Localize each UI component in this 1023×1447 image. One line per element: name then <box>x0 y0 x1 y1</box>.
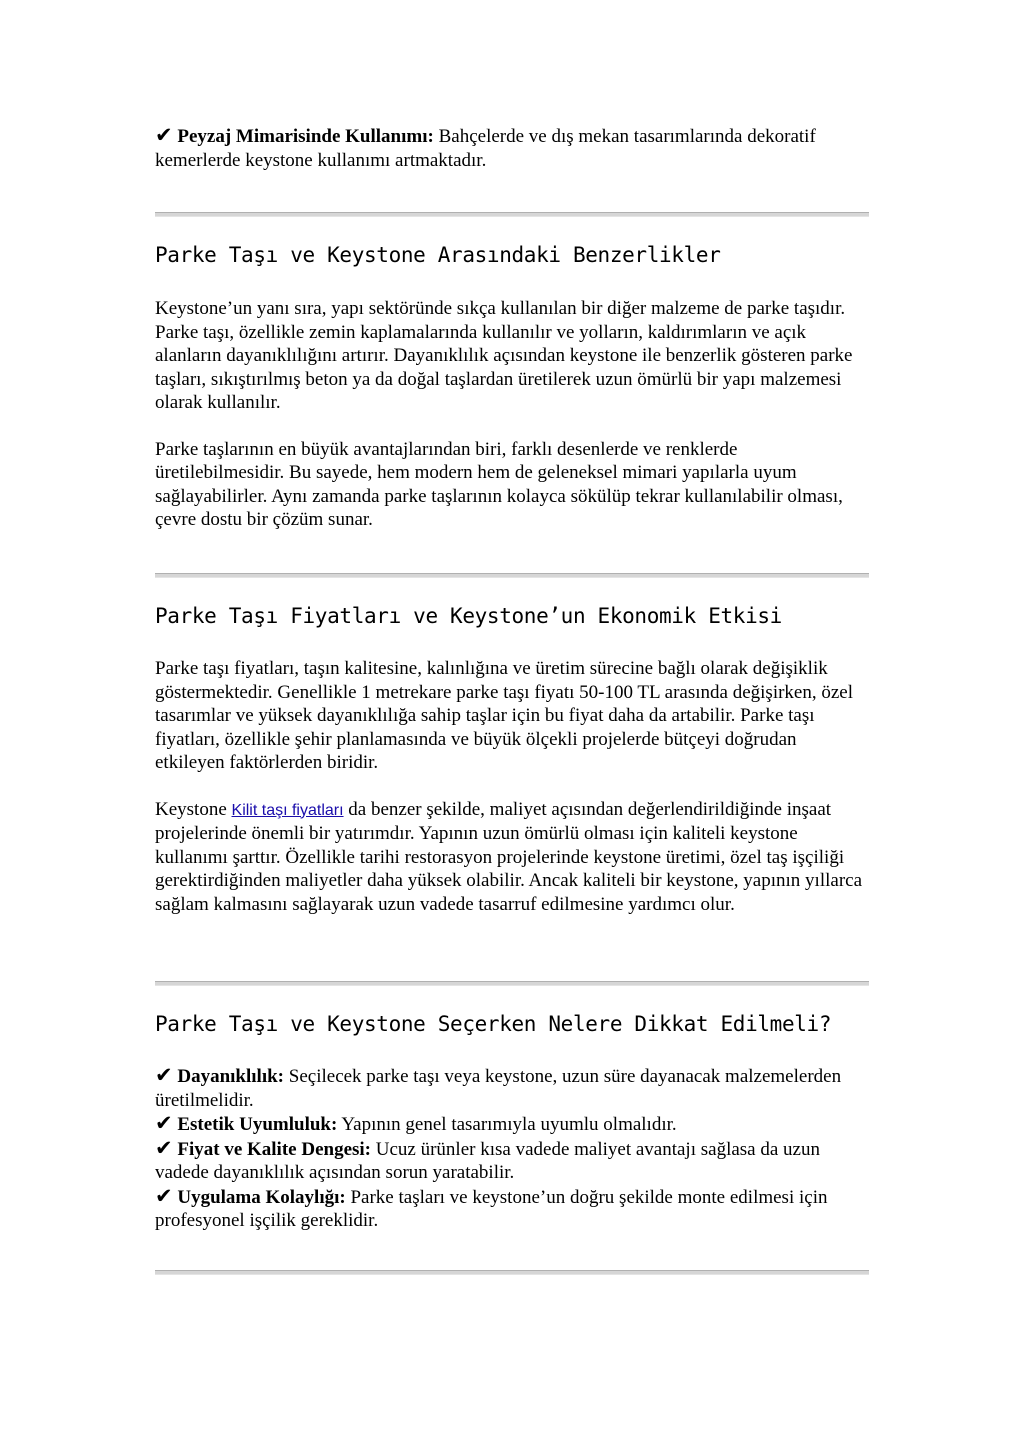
list-item <box>155 1137 869 1185</box>
item-label: Peyzaj Mimarisinde Kullanımı: <box>177 126 434 147</box>
paragraph: Keystone’un yanı sıra, yapı sektöründe sıkça kullanılan bir diğer malzeme de parke taşıdır. Parke taşı, özellikle zemin kaplamalarında kullanılır ve yolların, kaldırımların ve açık alanların dayanıklılığını artırır. Dayanıklılık açısından keystone ile benzerlik gösteren parke taşları, sıkıştırılmış beton ya da doğal taşlardan üretilerek uzun ömürlü bir yapı malzemesi olarak kullanılır. <box>155 298 853 413</box>
divider <box>155 573 869 578</box>
paragraph <box>155 798 869 917</box>
item-text: Parke taşları ve keystone’un doğru şekilde monte edilmesi için profesyonel işçilik gereklidir. <box>155 1186 828 1231</box>
section-heading: Parke Taşı ve Keystone Arasındaki Benzerlikler <box>155 243 721 267</box>
checklist <box>155 1064 869 1233</box>
item-label: Dayanıklılık: <box>177 1066 285 1087</box>
section-body <box>155 657 869 916</box>
paragraph: Parke taşı fiyatları, taşın kalitesine, kalınlığına ve üretim sürecine bağlı olarak değişiklik göstermektedir. Genellikle 1 metrekare parke taşı fiyatı 50-100 TL arasında değişirken, özel tasarımlar ve yüksek dayanıklılığa sahip taşlar için bu fiyat daha da artabilir. Parke taşı fiyatları, özellikle şehir planlamasında ve büyük ölçekli projelerde bütçeyi doğrudan etkileyen faktörlerden biridir. <box>155 658 853 773</box>
list-item <box>155 1185 869 1233</box>
list-item <box>155 1112 869 1137</box>
list-item <box>155 124 869 172</box>
item-text: Seçilecek parke taşı veya keystone, uzun süre dayanacak malzemelerden üretilmelidir. <box>155 1066 842 1111</box>
item-text: Bahçelerde ve dış mekan tasarımlarında dekoratif kemerlerde keystone kullanımı artmaktadır. <box>155 126 816 171</box>
checkmark-icon: ✔ <box>155 1183 173 1208</box>
item-label: Estetik Uyumluluk: <box>177 1114 338 1135</box>
paragraph-text: da benzer şekilde, maliyet açısından değerlendirildiğinde inşaat projelerinde önemli bir yatırımdır. Yapının uzun ömürlü olması için kaliteli keystone kullanımı şarttır. Özellikle tarihi restorasyon projelerinde keystone üretimi, özel taş işçiliği gerektirdiğinden maliyetler daha yüksek olabilir. Ancak kaliteli bir keystone, yapının yıllarca sağlam kalmasını sağlayarak uzun vadede tasarruf edilmesine yardımcı olur. <box>155 798 863 915</box>
section-heading: Parke Taşı ve Keystone Seçerken Nelere Dikkat Edilmeli? <box>155 1012 832 1036</box>
section-body <box>155 297 869 532</box>
divider <box>155 981 869 986</box>
checkmark-icon: ✔ <box>155 1063 173 1087</box>
paragraph-text: Keystone <box>155 798 232 820</box>
paragraph: Parke taşlarının en büyük avantajlarından biri, farklı desenlerde ve renklerde üretilebilmesidir. Bu sayede, hem modern hem de geleneksel mimari yapılarla uyum sağlayabilirler. Aynı zamanda parke taşlarının kolayca sökülüp tekrar kullanılabilir olması, çevre dostu bir çözüm sunar. <box>155 438 843 530</box>
divider <box>155 212 869 217</box>
divider <box>155 1270 869 1275</box>
item-text: Yapının genel tasarımıyla uyumlu olmalıdır. <box>337 1114 677 1135</box>
item-text: Ucuz ürünler kısa vadede maliyet avantajı sağlasa da uzun vadede dayanıklılık açısından sorun yaratabilir. <box>155 1138 820 1183</box>
intro-item <box>155 124 869 172</box>
item-label: Fiyat ve Kalite Dengesi: <box>177 1138 372 1160</box>
section-heading: Parke Taşı Fiyatları ve Keystone’un Ekonomik Etkisi <box>155 604 782 628</box>
checkmark-icon: ✔ <box>155 123 173 147</box>
checkmark-icon: ✔ <box>155 1135 173 1160</box>
checkmark-icon: ✔ <box>155 1111 173 1135</box>
item-label: Uygulama Kolaylığı: <box>177 1186 346 1208</box>
list-item <box>155 1064 869 1112</box>
price-link[interactable]: Kilit taşı fiyatları <box>231 801 344 819</box>
